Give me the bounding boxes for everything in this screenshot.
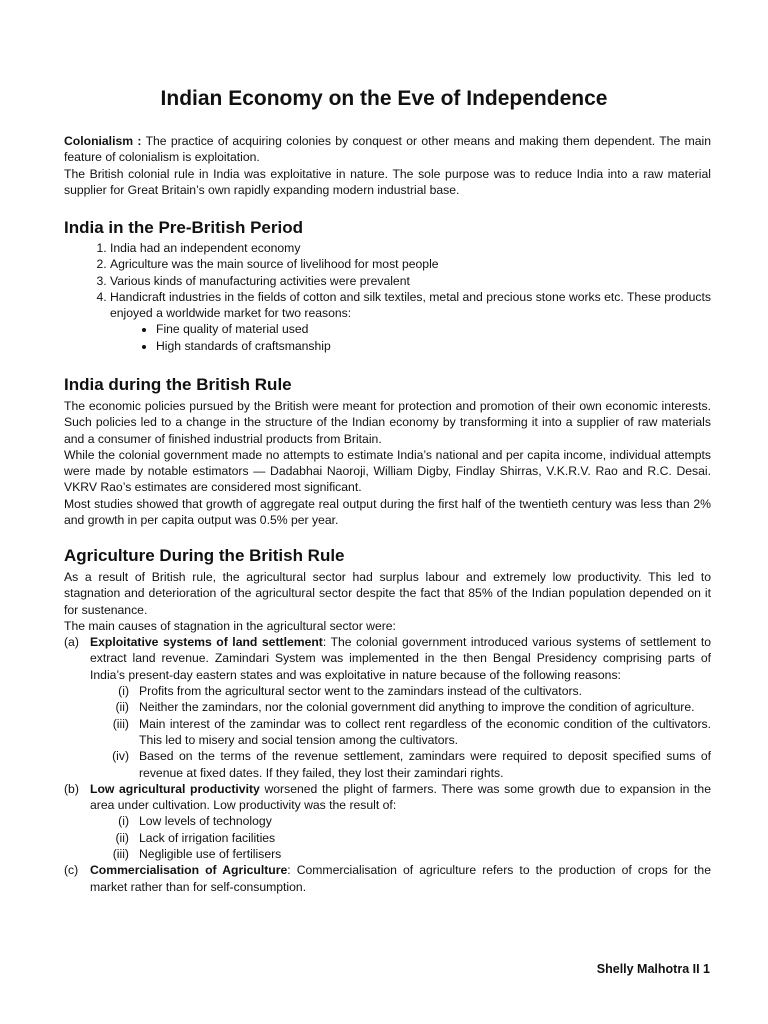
- agriculture-paragraph: The main causes of stagnation in the agricultural sector were:: [64, 618, 396, 633]
- cause-marker: (b): [64, 781, 79, 796]
- sub-item: [64, 830, 711, 846]
- sub-text: Lack of irrigation facilities: [139, 830, 276, 845]
- sub-text: Negligible use of fertilisers: [139, 847, 282, 862]
- sub-item: [64, 683, 711, 699]
- document-title: Indian Economy on the Eve of Independence: [160, 87, 608, 110]
- sub-text: Profits from the agricultural sector went to the zamindars instead of the cultivators.: [139, 684, 583, 699]
- colonial-rule-paragraph: The British colonial rule in India was exploitative in nature. The sole purpose was to reduce India into a raw material supplier for Great Britain’s own rapidly expanding modern industrial base.: [64, 166, 711, 197]
- bullet-item: • Fine quality of material used: [156, 321, 711, 337]
- pre-british-numbered-list: [64, 240, 711, 321]
- sub-item: [64, 813, 711, 829]
- cause-body: [90, 862, 711, 895]
- sub-marker: (iii): [112, 716, 129, 731]
- list-item: 4. Handicraft industries in the fields of cotton and silk textiles, metal and precious stone works etc. These products enjoyed a worldwide market for two reasons:: [110, 289, 711, 322]
- heading-agriculture: Agriculture During the British Rule: [64, 546, 345, 565]
- colonialism-text: The practice of acquiring colonies by conquest or other means and making them dependent. The main feature of colonialism is exploitation.: [64, 134, 711, 165]
- sub-marker: (i): [118, 814, 129, 829]
- cause-term: Low agricultural productivity: [90, 781, 260, 796]
- sub-text: Based on the terms of the revenue settlement, zamindars were required to deposit specified sums of revenue at fixed dates. If they failed, they lost their zamindari rights.: [139, 749, 711, 780]
- intro-section: [64, 133, 711, 198]
- cause-a: [64, 634, 711, 683]
- sub-marker: (i): [118, 684, 129, 699]
- cause-c: [64, 862, 711, 895]
- sub-marker: (iv): [112, 749, 129, 764]
- cause-marker: (c): [64, 863, 79, 878]
- colonialism-definition: [64, 133, 711, 166]
- cause-b: [64, 781, 711, 814]
- colonialism-term: Colonialism :: [64, 134, 142, 148]
- sub-marker: (ii): [115, 700, 129, 715]
- sub-text: Neither the zamindars, nor the colonial government did anything to improve the condition of agriculture.: [139, 700, 695, 715]
- heading-british-rule: India during the British Rule: [64, 375, 292, 394]
- agriculture-section: [64, 569, 711, 895]
- sub-text: Low levels of technology: [139, 814, 272, 829]
- cause-text: : Commercialisation of agriculture refers to the production of crops for the market rather than for self-consumption.: [90, 863, 711, 894]
- cause-term: Exploitative systems of land settlement: [90, 635, 323, 650]
- cause-text: worsened the plight of farmers. There was some growth due to expansion in the area under cultivation. Low productivity was the result of:: [90, 781, 711, 813]
- british-rule-section: [64, 398, 711, 528]
- british-rule-paragraph: Most studies showed that growth of aggregate real output during the first half of the twentieth century was less than 2% and growth in per capita output was 0.5% per year.: [64, 496, 711, 528]
- agriculture-paragraph: As a result of British rule, the agricultural sector had surplus labour and extremely low productivity. This led to stagnation and deterioration of the agricultural sector despite the fact that 85% of the Indian population depended on it for sustenance.: [64, 570, 711, 617]
- pre-british-bullets: [64, 321, 711, 354]
- list-item: 1. India had an independent economy: [110, 240, 711, 256]
- sub-item: [64, 699, 711, 715]
- list-item: 3. Various kinds of manufacturing activities were prevalent: [110, 273, 711, 289]
- cause-text: : The colonial government introduced various systems of settlement to extract land revenue. Zamindari System was implemented in the then Bengal Presidency comprising parts of India’s present-day eastern states and was exploitative in nature because of the following reasons:: [90, 635, 711, 682]
- sub-item: [64, 846, 711, 862]
- british-rule-paragraph: While the colonial government made no attempts to estimate India’s national and per capita income, individual attempts were made by notable estimators — Dadabhai Naoroji, William Digby, Findlay Shirras, V.K.R.V. Rao and R.C. Desai. VKRV Rao’s estimates are considered most significant.: [64, 447, 711, 495]
- sub-marker: (ii): [115, 830, 129, 845]
- cause-term: Commercialisation of Agriculture: [90, 863, 288, 878]
- cause-body: [90, 781, 711, 814]
- sub-text: Main interest of the zamindar was to collect rent regardless of the economic condition of the cultivators. This led to misery and social tension among the cultivators.: [139, 716, 711, 747]
- sub-marker: (iii): [112, 847, 129, 862]
- list-item: 2. Agriculture was the main source of livelihood for most people: [110, 256, 711, 272]
- sub-item: [64, 716, 711, 749]
- bullet-item: • High standards of craftsmanship: [156, 338, 711, 354]
- sub-item: [64, 748, 711, 781]
- heading-pre-british: India in the Pre-British Period: [64, 218, 303, 237]
- pre-british-list: [64, 240, 711, 354]
- cause-body: [90, 634, 711, 683]
- page-footer: Shelly Malhotra II 1: [596, 962, 710, 976]
- british-rule-paragraph: The economic policies pursued by the British were meant for protection and promotion of their own economic interests. Such policies led to a change in the structure of the Indian economy by transforming it into a supplier of raw materials and a consumer of finished industrial products from Britain.: [64, 399, 711, 446]
- cause-marker: (a): [64, 635, 79, 650]
